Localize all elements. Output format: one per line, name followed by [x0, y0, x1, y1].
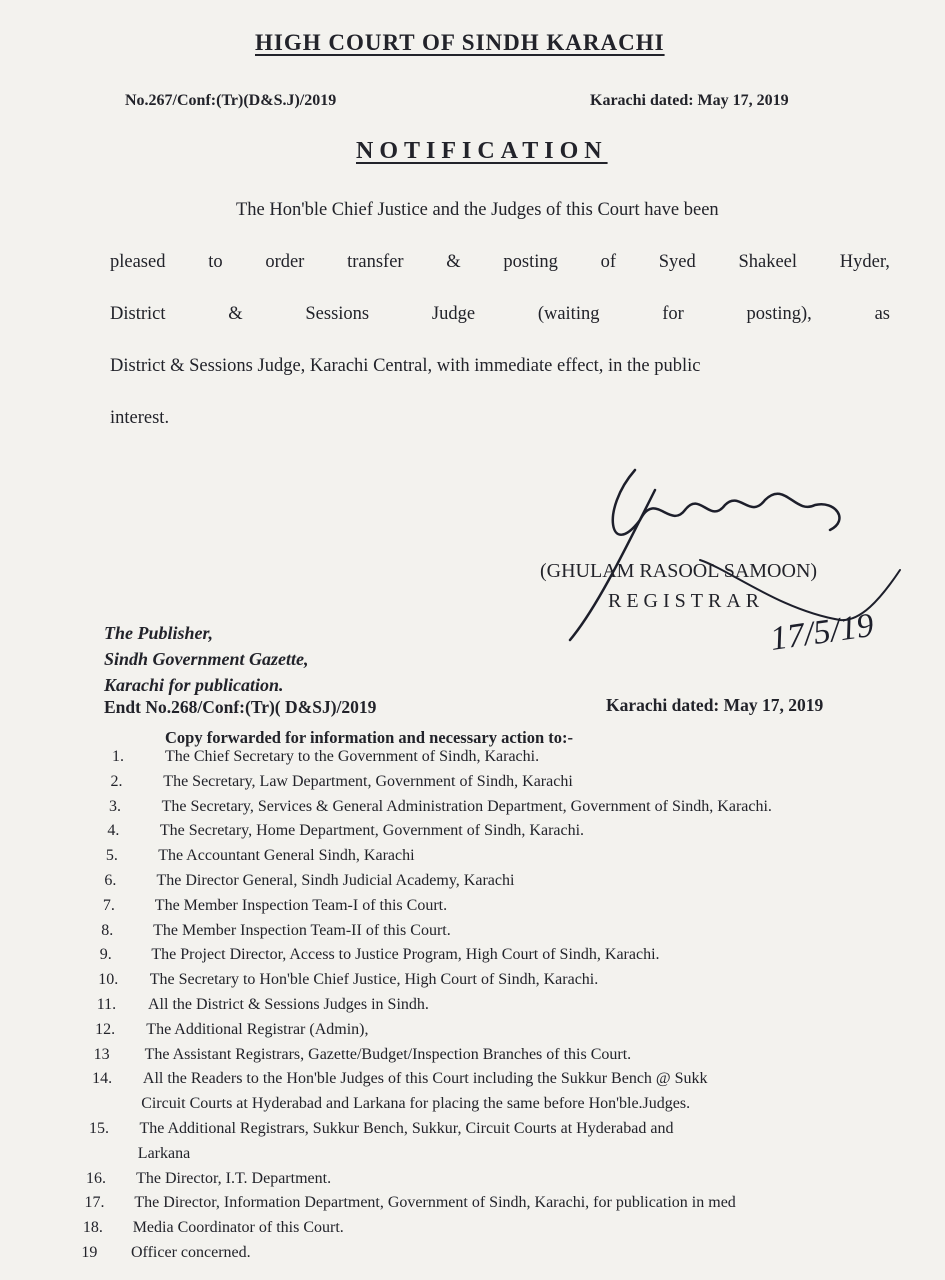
- distribution-item-number: 7.: [102, 896, 115, 914]
- handwritten-date: 17/5/19: [767, 606, 877, 658]
- distribution-item-number: 4.: [107, 822, 120, 840]
- body-line-5: interest.: [110, 408, 170, 428]
- body-word: for: [662, 304, 684, 324]
- distribution-item-number: 11.: [96, 996, 117, 1013]
- distribution-item-text: The Director, Information Department, Government of Sindh, Karachi, for publication in med: [134, 1194, 736, 1212]
- distribution-item-number: 1.: [112, 748, 124, 765]
- distribution-item-text: The Additional Registrar (Admin),: [146, 1020, 369, 1038]
- distribution-item-number: 18.: [82, 1219, 103, 1237]
- body-word: as: [874, 304, 890, 324]
- distribution-item-text: Media Coordinator of this Court.: [132, 1219, 344, 1237]
- distribution-item-text: All the District & Sessions Judges in Sindh.: [148, 996, 429, 1013]
- body-word: Judge: [431, 304, 476, 324]
- body-word: pleased: [110, 252, 166, 272]
- distribution-item-text: Larkana: [137, 1144, 191, 1162]
- distribution-item-text: The Director, I.T. Department.: [136, 1169, 332, 1187]
- body-word: order: [265, 252, 305, 272]
- distribution-item-text: The Secretary, Services & General Administration Department, Government of Sindh, Karachi.: [161, 797, 772, 815]
- distribution-item-text: The Member Inspection Team-I of this Court.: [154, 896, 448, 914]
- distribution-item-text: The Project Director, Access to Justice Program, High Court of Sindh, Karachi.: [151, 946, 660, 964]
- publisher-line-1: The Publisher,: [104, 623, 214, 643]
- distribution-item-number: 15.: [89, 1120, 110, 1137]
- distribution-item-text: The Chief Secretary to the Government of Sindh, Karachi.: [165, 748, 540, 765]
- body-word: of: [600, 252, 617, 272]
- body-word: transfer: [347, 252, 404, 272]
- endorsement-number: Endt No.268/Conf:(Tr)( D&SJ)/2019: [104, 697, 377, 717]
- distribution-item-number: 9.: [99, 946, 112, 964]
- publisher-line-2: Sindh Government Gazette,: [104, 649, 309, 669]
- body-word: posting: [503, 252, 558, 272]
- body-word: to: [208, 252, 223, 272]
- distribution-item-number: 17.: [84, 1194, 105, 1212]
- distribution-item-number: 10.: [98, 971, 119, 989]
- distribution-item-number: 14.: [92, 1070, 113, 1088]
- distribution-item-number: 12.: [95, 1020, 116, 1038]
- distribution-item-text: The Secretary, Law Department, Government of Sindh, Karachi: [163, 772, 573, 790]
- body-word: &: [446, 252, 461, 272]
- copy-forwarded-heading: Copy forwarded for information and necessary action to:-: [165, 728, 574, 747]
- distribution-item-number: 8.: [101, 921, 114, 939]
- body-line-3: [110, 294, 890, 346]
- notification-body: [110, 190, 900, 450]
- body-word: Shakeel: [738, 252, 798, 272]
- distribution-item-number: 16.: [85, 1169, 106, 1187]
- distribution-item-text: The Accountant General Sindh, Karachi: [158, 847, 415, 865]
- distribution-item-number: 5.: [105, 847, 118, 865]
- court-title: HIGH COURT OF SINDH KARACHI: [255, 30, 665, 55]
- distribution-item-text: The Assistant Registrars, Gazette/Budget/Inspection Branches of this Court.: [144, 1045, 632, 1063]
- publisher-address: [104, 620, 309, 698]
- distribution-item-text: The Secretary to Hon'ble Chief Justice, High Court of Sindh, Karachi.: [149, 971, 599, 989]
- notification-heading: NOTIFICATION: [356, 138, 608, 164]
- body-word: Sessions: [305, 304, 370, 324]
- endorsement-date: Karachi dated: May 17, 2019: [606, 695, 824, 715]
- body-word: posting),: [746, 304, 812, 324]
- distribution-item-text: Officer concerned.: [131, 1244, 251, 1261]
- reference-number: No.267/Conf:(Tr)(D&S.J)/2019: [125, 92, 337, 109]
- body-word: (waiting: [537, 304, 600, 324]
- publisher-line-3: Karachi for publication.: [104, 675, 284, 695]
- signatory-designation: REGISTRAR: [608, 590, 765, 612]
- distribution-item-text: All the Readers to the Hon'ble Judges of this Court including the Sukkur Bench @ Sukk: [142, 1070, 708, 1088]
- body-line-2: [110, 242, 890, 294]
- body-word: District: [110, 304, 166, 324]
- signatory-name: (GHULAM RASOOL SAMOON): [540, 560, 818, 582]
- notification-date: Karachi dated: May 17, 2019: [590, 92, 789, 109]
- body-line-4: District & Sessions Judge, Karachi Central, with immediate effect, in the public: [110, 356, 701, 376]
- distribution-item-text: The Director General, Sindh Judicial Academy, Karachi: [156, 872, 515, 889]
- body-word: Hyder,: [839, 252, 890, 272]
- distribution-item-number: 2.: [110, 772, 123, 790]
- distribution-item-number: 3.: [108, 797, 121, 815]
- distribution-item-text: The Additional Registrars, Sukkur Bench, Sukkur, Circuit Courts at Hyderabad and: [139, 1120, 674, 1137]
- distribution-item-number: 13: [93, 1045, 110, 1063]
- distribution-item-text: The Member Inspection Team-II of this Court.: [153, 921, 451, 939]
- distribution-item-text: The Secretary, Home Department, Government of Sindh, Karachi.: [159, 822, 585, 840]
- distribution-item-text: Circuit Courts at Hyderabad and Larkana for placing the same before Hon'ble.Judges.: [141, 1095, 691, 1113]
- body-word: Syed: [658, 252, 696, 272]
- distribution-item-number: 19: [81, 1244, 98, 1261]
- distribution-item-number: 6.: [104, 872, 117, 889]
- body-line-1: The Hon'ble Chief Justice and the Judges of this Court have been: [236, 200, 719, 220]
- body-word: &: [228, 304, 243, 324]
